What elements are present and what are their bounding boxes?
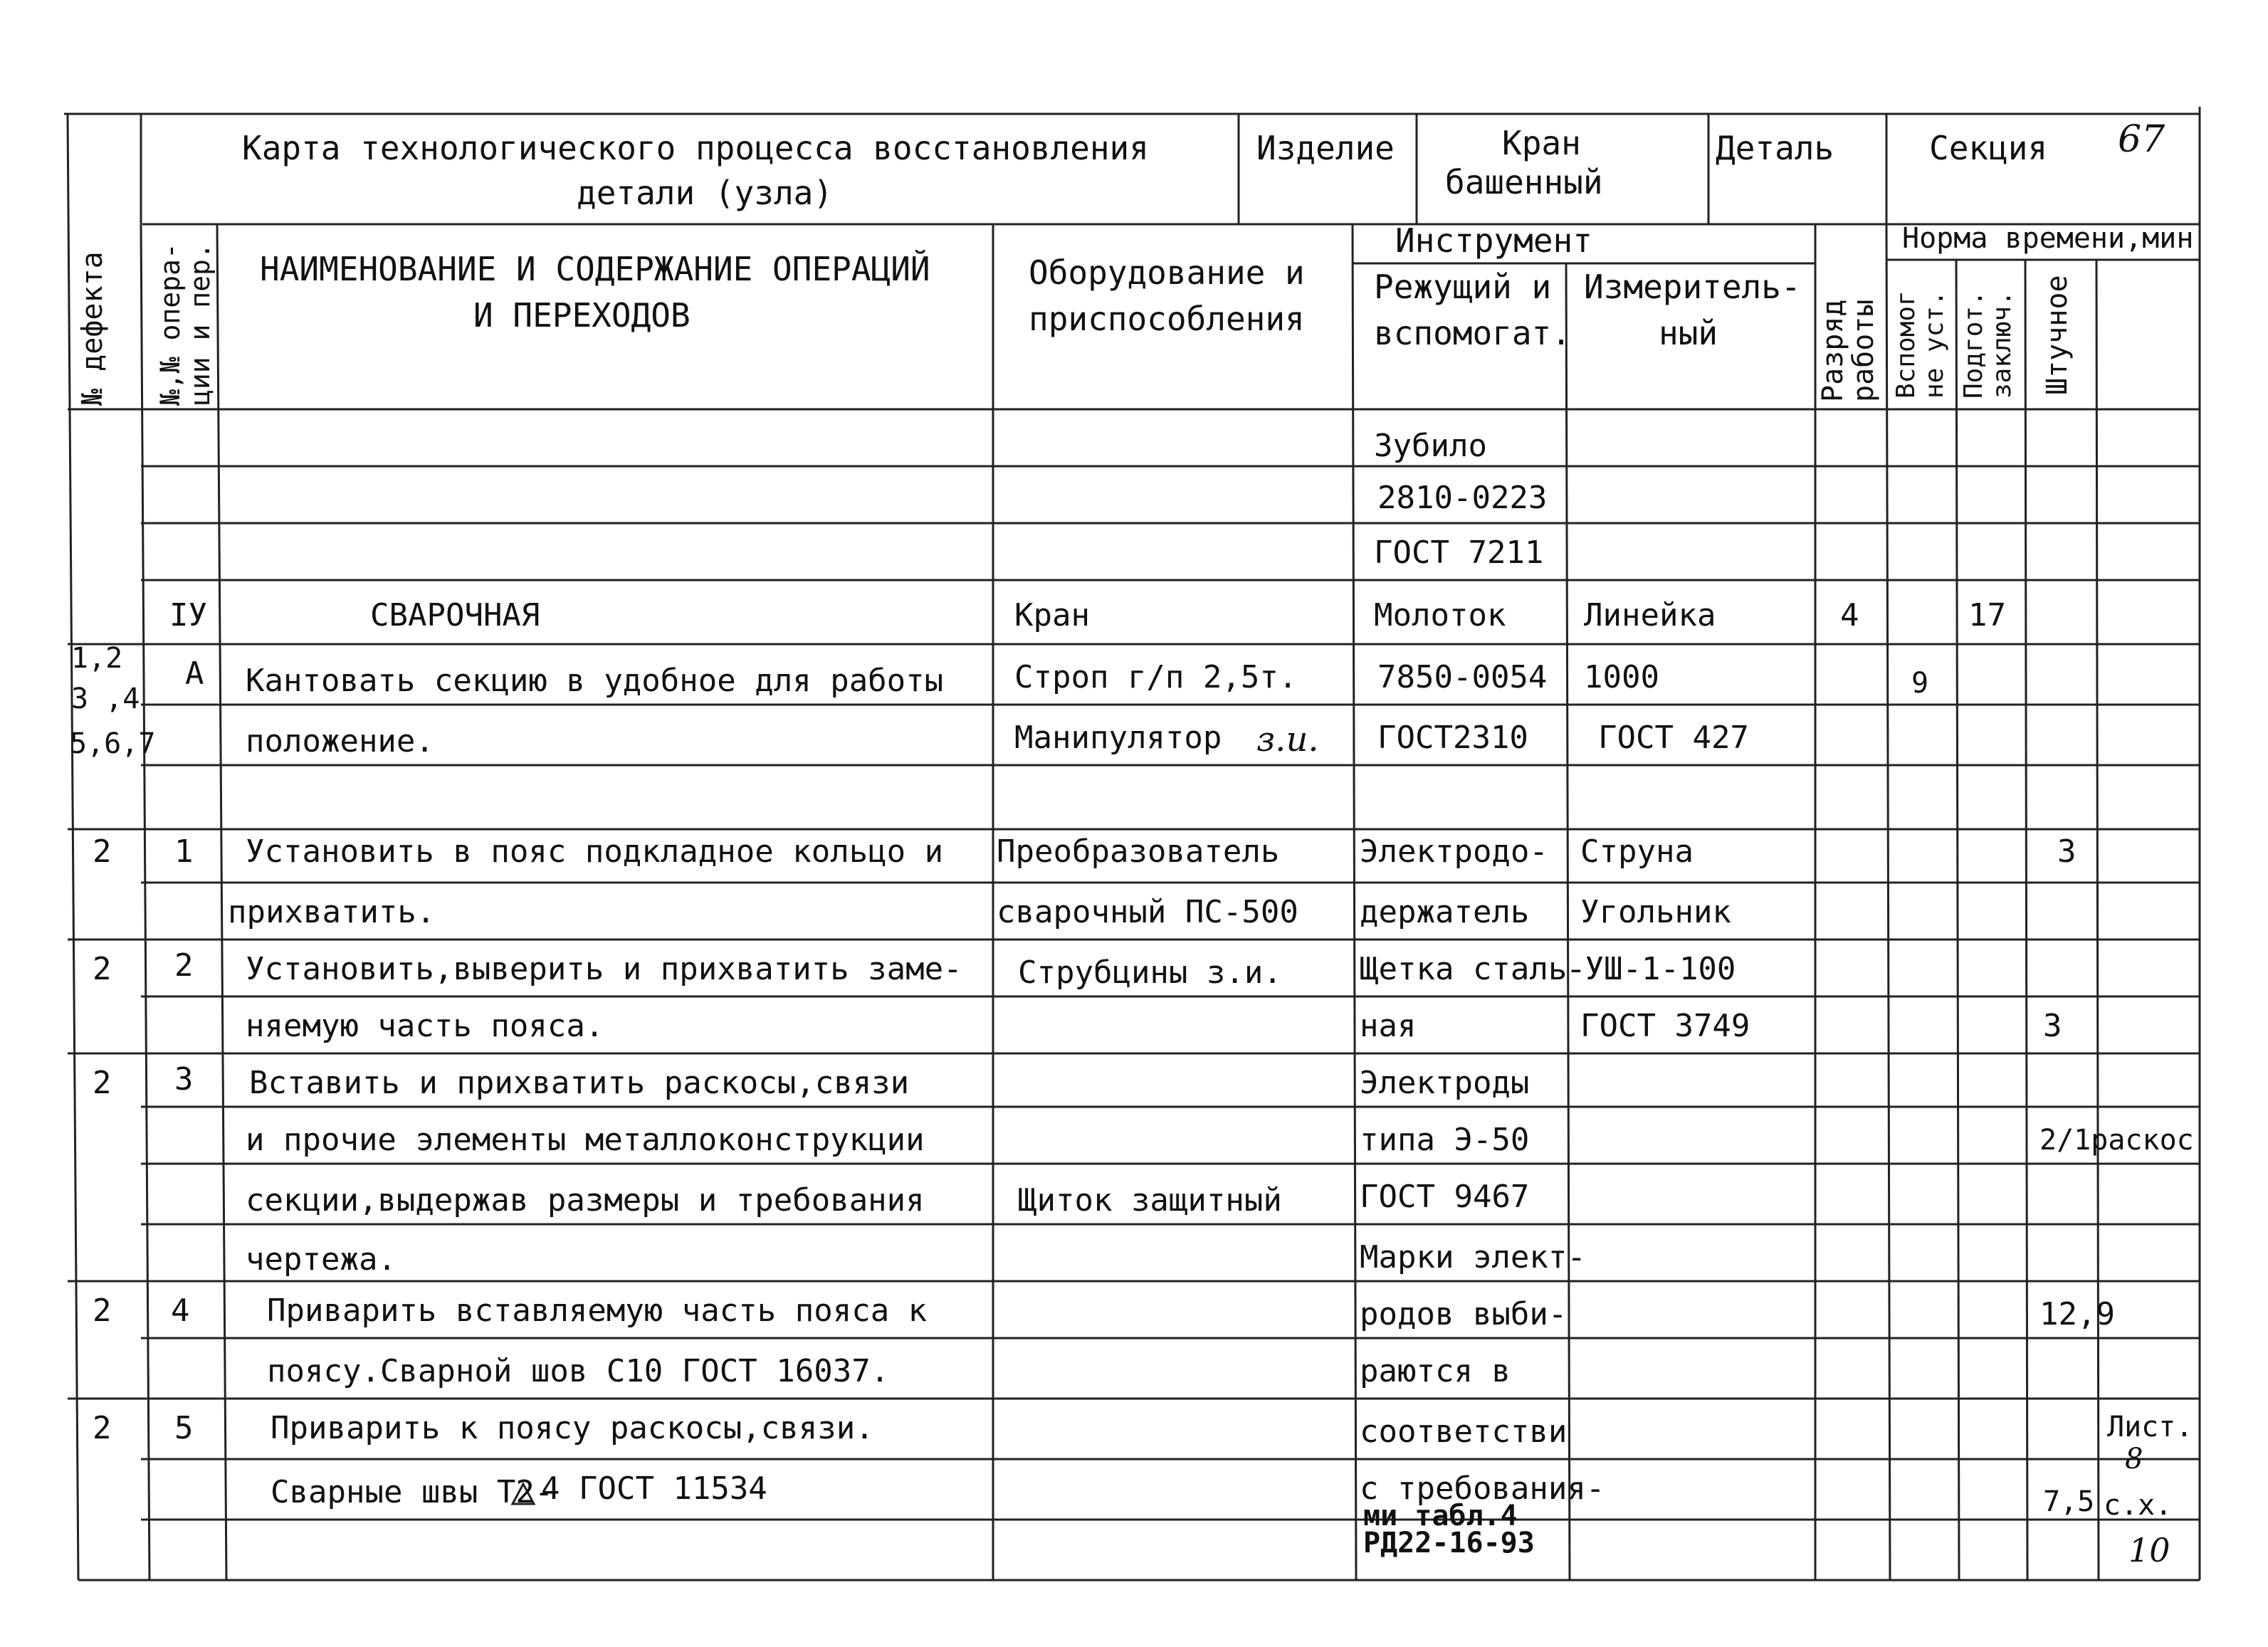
step1-tool-line2: держатель xyxy=(1360,894,1530,930)
step1-defect: 2 xyxy=(93,833,112,870)
step1-equipment-line2: сварочный ПС-500 xyxy=(997,894,1298,930)
stepA-defects-line2: 3 ,4 xyxy=(71,683,140,715)
product-value-line1: Кран xyxy=(1502,124,1581,162)
step4-piece-time: 12,9 xyxy=(2039,1296,2115,1332)
step1-measuring-line2: Угольник xyxy=(1580,894,1731,930)
step3-piece-time: 2/1раскос xyxy=(2039,1124,2194,1157)
sheet-label: Лист. xyxy=(2107,1411,2193,1443)
stepA-equipment-line2: Манипулятор xyxy=(1014,720,1222,756)
stepA-equipment-hand: з.и. xyxy=(1256,720,1319,759)
op4-grade: 4 xyxy=(1840,597,1859,633)
step3-no: 3 xyxy=(174,1061,194,1098)
step3-tool-line3: ГОСТ 9467 xyxy=(1360,1179,1530,1215)
stepA-text-line2: положение. xyxy=(246,723,434,759)
step5-tool-line1: соответстви xyxy=(1360,1414,1568,1450)
col-op-no-line2: ции и пер. xyxy=(184,243,216,406)
col-equipment-line1: Оборудование и xyxy=(1029,253,1305,292)
step1-no: 1 xyxy=(174,833,194,870)
col-time-piece: Штучное xyxy=(2041,275,2074,395)
stepA-equipment-line1: Строп г/п 2,5т. xyxy=(1014,659,1298,695)
step5-piece-time: 7,5 xyxy=(2043,1485,2095,1518)
stepA-tool-line2: ГОСТ2310 xyxy=(1377,720,1528,756)
col-equipment-line2: приспособления xyxy=(1029,300,1305,338)
step2-equipment: Струбцины з.и. xyxy=(1018,954,1282,991)
step5-no: 5 xyxy=(174,1410,194,1446)
step2-no: 2 xyxy=(174,947,194,984)
step3-tool-line1: Электроды xyxy=(1360,1065,1530,1101)
step2-text-line2: няемую часть пояса. xyxy=(246,1008,604,1044)
r2-tool: 2810-0223 xyxy=(1377,480,1548,516)
step4-text-line1: Приварить вставляемую часть пояса к xyxy=(267,1293,928,1329)
step2-measuring-line2: ГОСТ 3749 xyxy=(1580,1008,1750,1044)
step1-tool-line1: Электродо- xyxy=(1360,833,1548,870)
card-title-line1: Карта технологического процесса восстановления xyxy=(242,129,1149,167)
step5-tool-line4: РД22-16-93 xyxy=(1363,1527,1535,1559)
stepA-tool-line1: 7850-0054 xyxy=(1377,659,1548,695)
col-time-prep-line1: Подгот. xyxy=(1959,290,1988,399)
step1-text-line2: прихватить. xyxy=(228,894,436,930)
r3-tool: ГОСТ 7211 xyxy=(1374,535,1544,571)
col-time-prep-line2: заключ. xyxy=(1988,290,2017,399)
step5-text-line2b: 4 ГОСТ 11534 xyxy=(541,1470,767,1507)
stepA-defects-line3: 5,6,7 xyxy=(70,727,156,760)
step5-defect: 2 xyxy=(93,1410,112,1446)
op4-no: IУ xyxy=(169,597,207,633)
step4-tool-line2: раются в xyxy=(1360,1353,1511,1389)
op4-equipment: Кран xyxy=(1014,597,1090,633)
col-op-no-line1: №,№ опера- xyxy=(154,243,186,406)
stepA-aux-time: 9 xyxy=(1911,667,1929,700)
step4-no: 4 xyxy=(171,1293,190,1329)
col-grade-line1: Разряд xyxy=(1817,299,1849,402)
col-tool-measuring-line2: ный xyxy=(1659,314,1718,352)
step2-text-line1: Установить,выверить и прихватить заме- xyxy=(246,951,962,987)
col-tool-group: Инструмент xyxy=(1395,221,1592,260)
op4-measuring: Линейка xyxy=(1584,597,1716,633)
col-tool-cutting-line2: вспомогат. xyxy=(1374,314,1571,352)
col-grade-line2: работы xyxy=(1847,299,1880,402)
col-tool-measuring-line1: Измеритель- xyxy=(1584,268,1801,306)
step5-tool-line2: с требования- xyxy=(1360,1470,1605,1507)
step1-measuring-line1: Струна xyxy=(1580,833,1694,870)
stepA-measuring-line2: ГОСТ 427 xyxy=(1598,720,1749,756)
step3-text-line4: чертежа. xyxy=(246,1241,397,1278)
step5-text-line2: Сварные швы Т2- xyxy=(271,1474,554,1510)
step2-tool-line1: Щетка сталь- xyxy=(1360,951,1586,987)
sheet-value: 8 xyxy=(2125,1443,2143,1475)
col-name-line2: И ПЕРЕХОДОВ xyxy=(473,296,691,335)
step3-equipment: Щиток защитный xyxy=(1018,1182,1282,1219)
step2-measuring-line1: -УШ-1-100 xyxy=(1566,951,1736,987)
card-title-line2: детали (узла) xyxy=(577,174,834,212)
r1-tool: Зубило xyxy=(1374,428,1487,464)
step3-tool-line4: Марки элект- xyxy=(1360,1239,1586,1275)
step1-piece-time: 3 xyxy=(2057,833,2077,870)
step1-text-line1: Установить в пояс подкладное кольцо и xyxy=(246,833,944,870)
detail-label: Деталь xyxy=(1716,129,1834,167)
product-label: Изделие xyxy=(1256,129,1395,167)
step2-piece-time: 3 xyxy=(2043,1008,2062,1044)
step3-tool-line2: типа Э-50 xyxy=(1360,1122,1530,1158)
op4-prep-time: 17 xyxy=(1968,597,2006,633)
col-time-group: Норма времени,мин xyxy=(1902,222,2194,255)
step2-tool-line2: ная xyxy=(1360,1008,1417,1044)
stepA-defects-line1: 1,2 xyxy=(71,642,123,675)
step3-text-line2: и прочие элементы металлоконструкции xyxy=(246,1122,925,1158)
col-defect-no: № дефекта xyxy=(76,251,109,406)
stepA-text-line1: Кантовать секцию в удобное для работы xyxy=(246,663,944,699)
step4-tool-line1: родов выби- xyxy=(1360,1296,1568,1332)
col-name-line1: НАИМЕНОВАНИЕ И СОДЕРЖАНИЕ ОПЕРАЦИЙ xyxy=(260,250,930,288)
step5-tool-line3: ми табл.4 xyxy=(1363,1500,1518,1532)
step4-defect: 2 xyxy=(93,1293,112,1329)
step1-equipment-line1: Преобразователь xyxy=(997,833,1280,870)
step3-text-line3: секции,выдержав размеры и требования xyxy=(246,1182,925,1219)
stepA-measuring-line1: 1000 xyxy=(1584,659,1659,695)
step5-text-line1: Приварить к поясу раскосы,связи. xyxy=(271,1410,874,1446)
stepA-no: А xyxy=(185,656,204,692)
pages-label: с.х. xyxy=(2104,1489,2173,1522)
step3-text-line1: Вставить и прихватить раскосы,связи xyxy=(249,1065,910,1101)
col-time-aux-line2: не уст. xyxy=(1920,290,1949,399)
page-number: 67 xyxy=(2118,118,2165,161)
col-tool-cutting-line1: Режущий и xyxy=(1374,268,1552,306)
section-label: Секция xyxy=(1929,129,2048,167)
op4-tool: Молоток xyxy=(1374,597,1506,633)
step2-defect: 2 xyxy=(93,951,112,987)
op4-name: СВАРОЧНАЯ xyxy=(370,597,540,633)
col-time-aux-line1: Вспомог xyxy=(1891,290,1921,399)
step3-defect: 2 xyxy=(93,1065,112,1101)
pages-value: 10 xyxy=(2128,1531,2170,1569)
product-value-line2: башенный xyxy=(1445,163,1603,201)
step4-text-line2: поясу.Сварной шов С10 ГОСТ 16037. xyxy=(267,1353,890,1389)
